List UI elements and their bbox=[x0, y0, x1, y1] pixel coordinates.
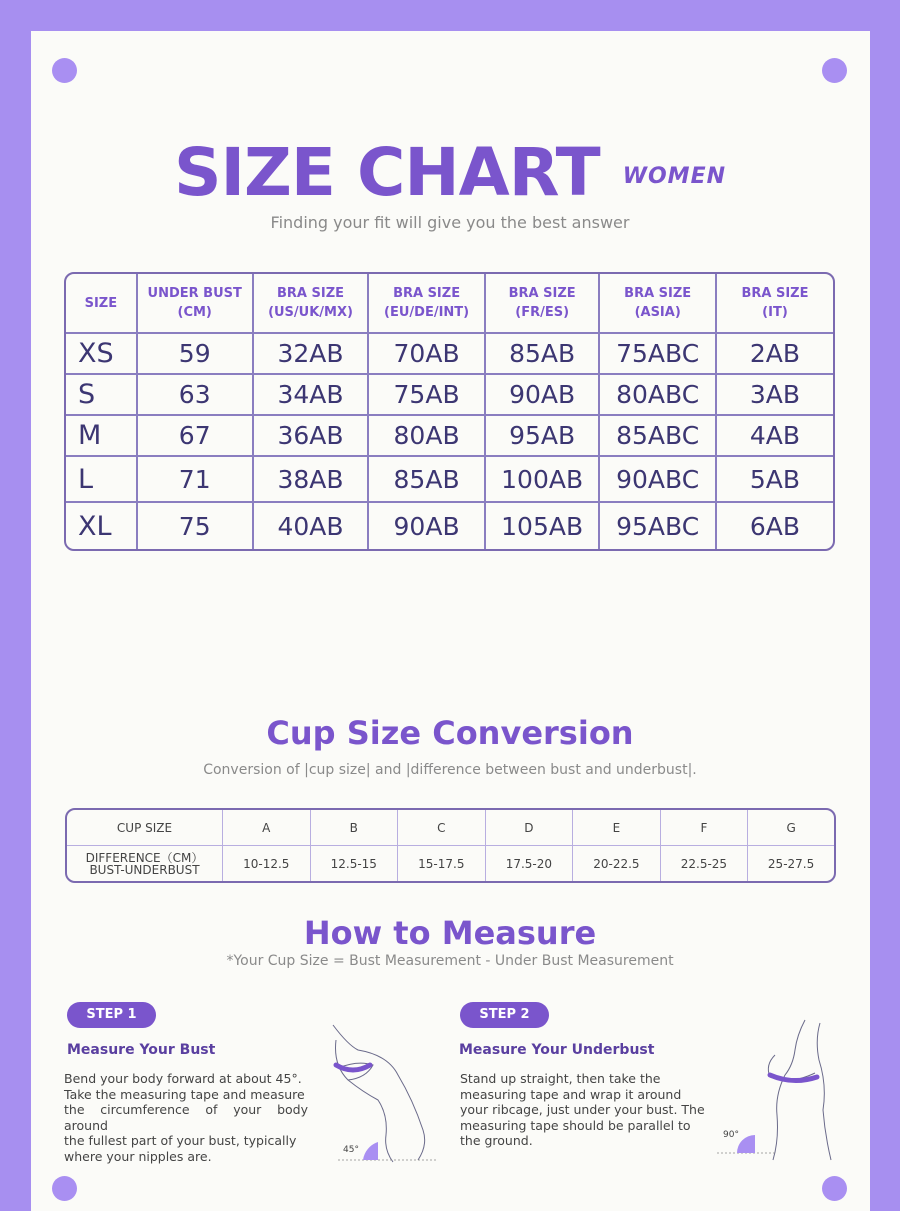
audience-tag: WOMEN bbox=[622, 164, 727, 189]
cell: 70AB bbox=[369, 334, 486, 375]
cell: 75ABC bbox=[600, 334, 717, 375]
header-us: BRA SIZE (US/UK/MX) bbox=[254, 274, 370, 334]
page-title: SIZE CHART bbox=[173, 134, 600, 211]
bust-measure-illustration bbox=[318, 1020, 438, 1165]
cup-cell: D bbox=[486, 810, 574, 846]
cup-cell: B bbox=[311, 810, 399, 846]
step1-heading: Measure Your Bust bbox=[67, 1042, 216, 1058]
diff-cell: 20-22.5 bbox=[573, 846, 661, 881]
diff-cell: 17.5-20 bbox=[486, 846, 574, 881]
cell: 5AB bbox=[717, 457, 833, 503]
cell: 85AB bbox=[486, 334, 601, 375]
cup-cell: C bbox=[398, 810, 486, 846]
cell: 75AB bbox=[369, 375, 486, 416]
cup-cell: F bbox=[661, 810, 749, 846]
diff-cell: 12.5-15 bbox=[311, 846, 399, 881]
table-row bbox=[66, 503, 833, 549]
how-to-measure-formula: *Your Cup Size = Bust Measurement - Under Bust Measurement bbox=[226, 953, 674, 969]
header-underbust: UNDER BUST (CM) bbox=[138, 274, 254, 334]
cell: XS bbox=[66, 334, 138, 375]
cell: 34AB bbox=[254, 375, 370, 416]
cell: 4AB bbox=[717, 416, 833, 457]
cell: 90ABC bbox=[600, 457, 717, 503]
diff-cell: 22.5-25 bbox=[661, 846, 749, 881]
cell: S bbox=[66, 375, 138, 416]
cell: 95AB bbox=[486, 416, 601, 457]
cup-section-subtitle: Conversion of |cup size| and |difference between bust and underbust|. bbox=[203, 762, 697, 778]
step2-badge: STEP 2 bbox=[460, 1002, 549, 1028]
cup-row bbox=[67, 810, 834, 846]
cell: 59 bbox=[138, 334, 254, 375]
cup-section-title: Cup Size Conversion bbox=[266, 714, 634, 752]
pin-dot bbox=[52, 1176, 77, 1201]
difference-label: DIFFERENCE（CM） BUST-UNDERBUST bbox=[67, 846, 223, 881]
cell: 90AB bbox=[369, 503, 486, 549]
cell: 71 bbox=[138, 457, 254, 503]
cup-cell: E bbox=[573, 810, 661, 846]
cell: 105AB bbox=[486, 503, 601, 549]
step1-badge: STEP 1 bbox=[67, 1002, 156, 1028]
cell: 85ABC bbox=[600, 416, 717, 457]
cell: 2AB bbox=[717, 334, 833, 375]
cell: 75 bbox=[138, 503, 254, 549]
cell: 95ABC bbox=[600, 503, 717, 549]
cell: 90AB bbox=[486, 375, 601, 416]
cup-cell: A bbox=[223, 810, 311, 846]
cup-cell: G bbox=[748, 810, 834, 846]
cell: 67 bbox=[138, 416, 254, 457]
title-row bbox=[0, 134, 900, 211]
diff-cell: 10-12.5 bbox=[223, 846, 311, 881]
angle-label-45: 45° bbox=[343, 1145, 359, 1155]
cell: 40AB bbox=[254, 503, 370, 549]
cell: M bbox=[66, 416, 138, 457]
table-row bbox=[66, 416, 833, 457]
pin-dot bbox=[52, 58, 77, 83]
diff-cell: 15-17.5 bbox=[398, 846, 486, 881]
header-eu: BRA SIZE (EU/DE/INT) bbox=[369, 274, 486, 334]
cell: 3AB bbox=[717, 375, 833, 416]
header-size: SIZE bbox=[66, 274, 138, 334]
pin-dot bbox=[822, 1176, 847, 1201]
header-asia: BRA SIZE (ASIA) bbox=[600, 274, 717, 334]
how-to-measure-title: How to Measure bbox=[303, 914, 597, 952]
table-row bbox=[66, 457, 833, 503]
size-table bbox=[64, 272, 835, 551]
cell: 32AB bbox=[254, 334, 370, 375]
cup-size-label: CUP SIZE bbox=[67, 810, 223, 846]
cell: 6AB bbox=[749, 511, 801, 541]
angle-label-90: 90° bbox=[723, 1130, 739, 1140]
page-subtitle: Finding your fit will give you the best answer bbox=[270, 213, 630, 232]
diff-cell: 25-27.5 bbox=[767, 856, 815, 871]
underbust-measure-illustration bbox=[715, 1015, 840, 1165]
diff-row bbox=[67, 846, 834, 881]
step2-heading: Measure Your Underbust bbox=[459, 1042, 655, 1058]
cell: 38AB bbox=[254, 457, 370, 503]
header-fr: BRA SIZE (FR/ES) bbox=[486, 274, 601, 334]
cell: 100AB bbox=[486, 457, 601, 503]
cell: 80ABC bbox=[600, 375, 717, 416]
step1-instructions: Bend your body forward at about 45°. Take the measuring tape and measure the circumference of your body around the fullest part of your bust, typically where your nipples are. bbox=[64, 1071, 308, 1164]
cell: 63 bbox=[138, 375, 254, 416]
pin-dot bbox=[822, 58, 847, 83]
table-row bbox=[66, 334, 833, 375]
table-header-row bbox=[66, 274, 833, 334]
cell: XL bbox=[66, 503, 138, 549]
cell: 80AB bbox=[369, 416, 486, 457]
table-row bbox=[66, 375, 833, 416]
cell: L bbox=[66, 457, 138, 503]
cell: 36AB bbox=[254, 416, 370, 457]
header-it: BRA SIZE (IT) bbox=[717, 274, 833, 334]
cup-conversion-table bbox=[65, 808, 836, 883]
cell: 85AB bbox=[369, 457, 486, 503]
step2-instructions: Stand up straight, then take the measuring tape and wrap it around your ribcage, just under your bust. The measuring tape should be parallel to the ground. bbox=[460, 1071, 705, 1149]
